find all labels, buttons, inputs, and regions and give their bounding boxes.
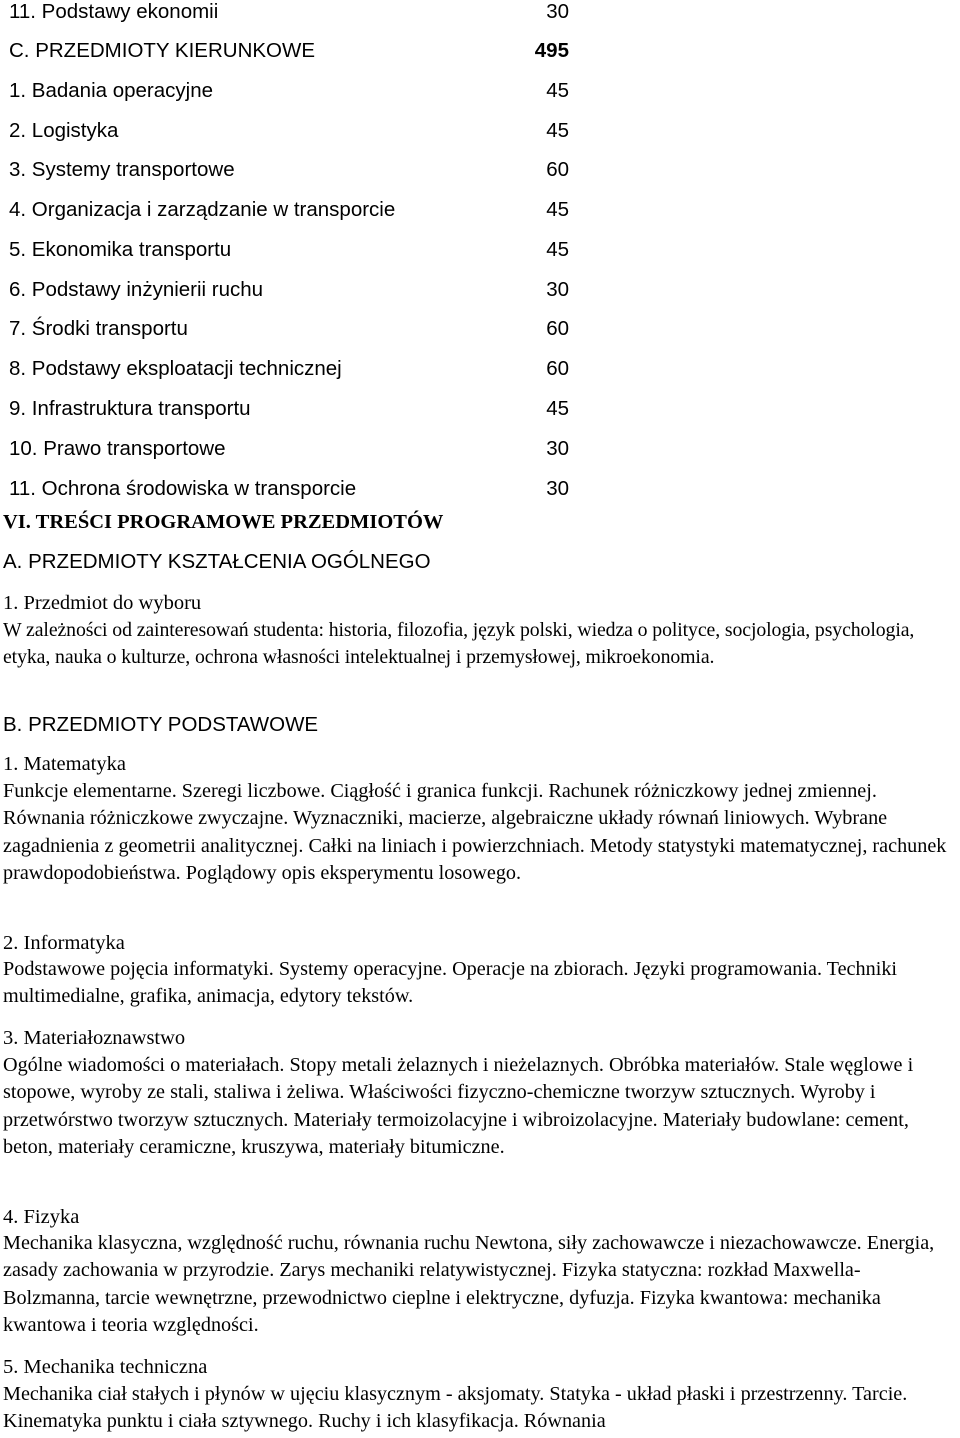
summary-row-hours: 45 (546, 198, 569, 221)
summary-row-label: 2. Logistyka (9, 119, 119, 142)
summary-row-hours: 30 (546, 437, 569, 460)
summary-row-hours: 60 (546, 317, 569, 340)
summary-row (9, 0, 569, 27)
summary-row-label: 5. Ekonomika transportu (9, 238, 232, 261)
summary-row (9, 275, 569, 305)
summary-row-label: 4. Organizacja i zarządzanie w transporcie (9, 198, 396, 221)
subject-title: 4. Fizyka (3, 1206, 80, 1228)
subject-description: Mechanika klasyczna, względność ruchu, równania ruchu Newtona, siły zachowawcze i niezachowawcze. Energia, zasady zachowania w przyrodzie. Zarys mechaniki relatywistycznej. Fizyka statyczna: rozkład Maxwella-Bolzmanna, tarcie wewnętrzne, przewodnictwo cieplne i elektryczne, dyfuzja. Fizyka kwantowa: mechanika kwantowa i teoria względności. (3, 1232, 935, 1336)
subject-description: Mechanika ciał stałych i płynów w ujęciu klasycznym - aksjomaty. Statyka - układ płaski i przestrzenny. Tarcie. Kinematyka punktu i ciała sztywnego. Ruchy i ich klasyfikacja. Równania (3, 1383, 908, 1433)
group-a-title: A. PRZEDMIOTY KSZTAŁCENIA OGÓLNEGO (3, 550, 431, 573)
summary-row-label: C. PRZEDMIOTY KIERUNKOWE (9, 39, 316, 62)
subject-title: 2. Informatyka (3, 932, 125, 954)
summary-row-label: 6. Podstawy inżynierii ruchu (9, 278, 264, 301)
summary-row (9, 116, 569, 146)
summary-row (9, 155, 569, 185)
summary-row-label: 3. Systemy transportowe (9, 158, 235, 181)
summary-row-hours: 30 (546, 0, 569, 23)
summary-row-hours: 45 (546, 79, 569, 102)
subject-title: 3. Materiałoznawstwo (3, 1027, 186, 1049)
group-b-title: B. PRZEDMIOTY PODSTAWOWE (3, 713, 319, 736)
summary-row-label: 11. Podstawy ekonomii (9, 0, 219, 23)
summary-row-hours: 45 (546, 397, 569, 420)
summary-row-hours: 30 (546, 278, 569, 301)
summary-row-hours: 60 (546, 357, 569, 380)
summary-row-group-total (9, 36, 569, 66)
summary-row (9, 394, 569, 424)
subject-title: 1. Przedmiot do wyboru (3, 592, 202, 614)
subject-description: Ogólne wiadomości o materiałach. Stopy metali żelaznych i nieżelaznych. Obróbka materiałów. Stale węglowe i stopowe, wyroby ze stali, staliwa i żeliwa. Właściwości fizyczno-chemiczne tworzyw sztucznych. Wyroby i przetwórstwo tworzyw sztucznych. Materiały termoizolacyjne i wibroizolacyjne. Materiały budowlane: cement, beton, materiały ceramiczne, kruszywa, materiały bitumiczne. (3, 1054, 914, 1158)
subject-title: 5. Mechanika techniczna (3, 1356, 208, 1378)
summary-row (9, 235, 569, 265)
summary-row-label: 8. Podstawy eksploatacji technicznej (9, 357, 342, 380)
summary-row-hours: 30 (546, 477, 569, 500)
summary-row (9, 195, 569, 225)
summary-row-label: 9. Infrastruktura transportu (9, 397, 251, 420)
subject-description: Funkcje elementarne. Szeregi liczbowe. Ciągłość i granica funkcji. Rachunek różniczkowy jednej zmiennej. Równania różniczkowe zwyczajne. Wyznaczniki, macierze, algebraiczne układy równań liniowych. Wybrane zagadnienia z geometrii analitycznej. Całki na liniach i powierzchniach. Metody statystyki matematycznej, rachunek prawdopodobieństwa. Poglądowy opis eksperymentu losowego. (3, 780, 947, 884)
summary-row (9, 314, 569, 344)
summary-row (9, 474, 569, 504)
summary-row-hours: 495 (534, 39, 569, 62)
subject-description: W zależności od zainteresowań studenta: historia, filozofia, język polski, wiedza o polityce, socjologia, psychologia, etyka, nauka o kulturze, ochrona własności intelektualnej i przemysłowej, mikroekonomia. (3, 619, 915, 669)
summary-row-label: 10. Prawo transportowe (9, 437, 226, 460)
subject-description: Podstawowe pojęcia informatyki. Systemy operacyjne. Operacje na zbiorach. Języki programowania. Techniki multimedialne, grafika, animacja, edytory tekstów. (3, 958, 898, 1008)
summary-row (9, 434, 569, 464)
summary-row (9, 354, 569, 384)
summary-row-label: 7. Środki transportu (9, 317, 188, 340)
section-title: VI. TREŚCI PROGRAMOWE PRZEDMIOTÓW (3, 511, 444, 533)
subject-title: 1. Matematyka (3, 753, 126, 775)
summary-row-label: 1. Badania operacyjne (9, 79, 214, 102)
summary-row-hours: 60 (546, 158, 569, 181)
summary-row-hours: 45 (546, 119, 569, 142)
summary-row (9, 76, 569, 106)
summary-row-label: 11. Ochrona środowiska w transporcie (9, 477, 357, 500)
summary-row-hours: 45 (546, 238, 569, 261)
